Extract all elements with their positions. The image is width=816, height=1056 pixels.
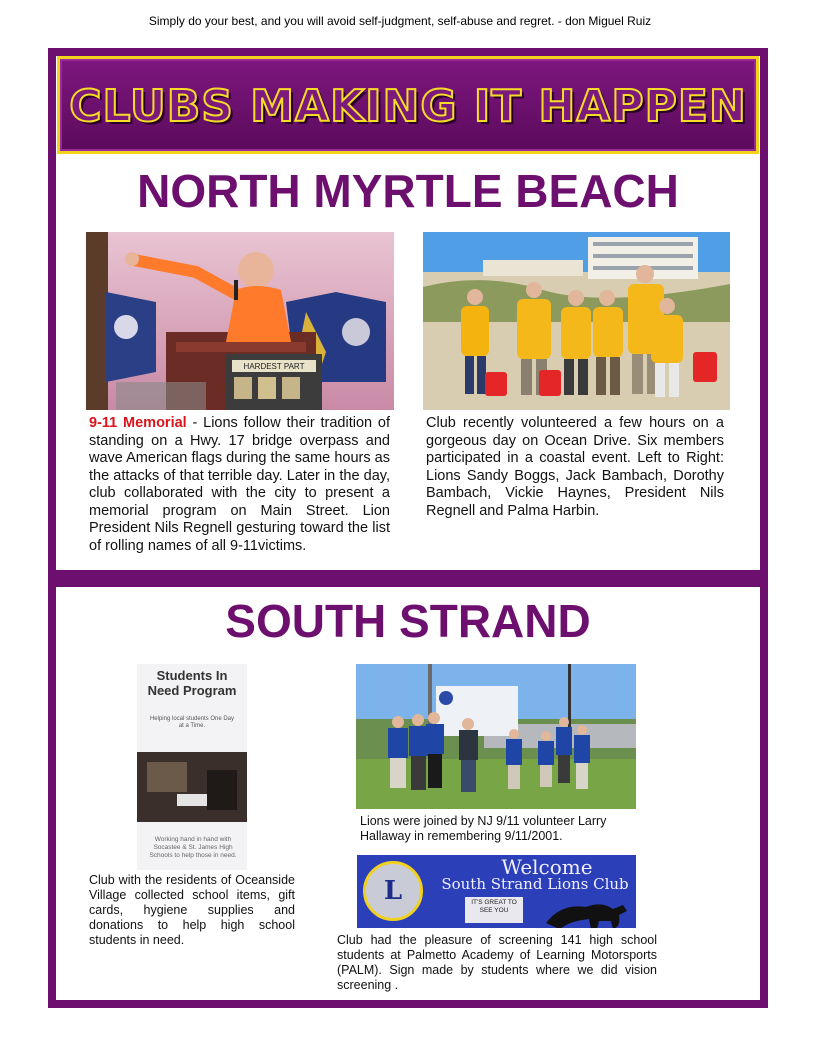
podium-sign-text: HARDEST PART [243, 362, 305, 371]
south-title: SOUTH STRAND [225, 595, 591, 647]
beach-cleanup-photo [423, 232, 730, 410]
screening-caption: Club had the pleasure of screening 141 high school students at Palmetto Academy of Learning Motorsports (PALM). Sign made by students where we did vision screening . [337, 933, 657, 992]
lions-logo-icon [363, 861, 423, 921]
north-title: NORTH MYRTLE BEACH [137, 165, 679, 217]
banner-title: CLUBS MAKING IT HAPPEN [69, 81, 747, 132]
remembrance-caption: Lions were joined by NJ 9/11 volunteer Larry Hallaway in remembering 9/11/2001. [360, 814, 607, 843]
page-quote: Simply do your best, and you will avoid self-judgment, self-abuse and regret. - don Miguel Ruiz [148, 14, 652, 28]
banner [57, 56, 759, 154]
cleanup-caption: Club recently volunteered a few hours on a gorgeous day on Ocean Drive. Six members participated in a coastal event. Left to Right: Lions Sandy Boggs, Jack Bambach, Dorothy Bambach, Vickie Haynes, President Nils Regnell and Palma Harbin. [426, 415, 724, 519]
flyer-heading: Students In Need Program [147, 668, 237, 698]
memorial-caption [89, 415, 390, 555]
flyer-footer: Working hand in hand with Socastee & St. James High Schools to help those in need. [149, 836, 237, 859]
memorial-photo [86, 232, 394, 410]
sign-welcome: Welcome [501, 855, 593, 879]
remembrance-photo [356, 664, 636, 809]
welcome-sign-photo [357, 855, 636, 928]
memorial-caption-text: - Lions follow their tradition of standing on a Hwy. 17 bridge overpass and wave American flags during the same hours as the attacks of that terrible day. Later in the day, club collaborated with the city to present a memorial program on Main Street. Lion President Nils Regnell gesturing toward the list of rolling names of all 9-11victims. [89, 415, 390, 554]
flyer-tagline: Helping local students One Day at a Time. [149, 716, 235, 729]
sign-slogan: IT'S GREAT TO SEE YOU [465, 897, 523, 923]
sign-club-name: South Strand Lions Club [441, 875, 629, 893]
memorial-caption-lead: 9-11 Memorial [89, 415, 187, 431]
flyer-caption: Club with the residents of Oceanside Village collected school items, gift cards, hygiene supplies and donations to help high school students in need. [89, 873, 295, 947]
lions-logo-letter: L [383, 876, 403, 906]
flyer-photo-image [137, 752, 247, 822]
panther-icon [541, 893, 631, 928]
students-in-need-flyer [137, 664, 247, 870]
